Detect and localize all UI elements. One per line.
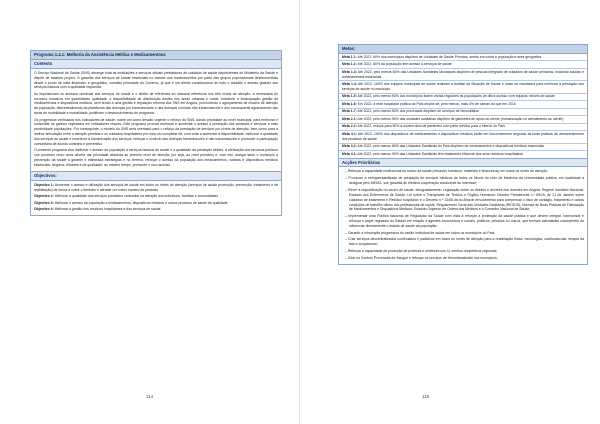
meta-label: Meta 1.3: xyxy=(342,69,357,74)
meta-label: Meta 3.1: xyxy=(342,131,357,136)
meta-item xyxy=(339,131,587,143)
meta-label: Meta 2.2: xyxy=(342,124,357,129)
meta-text: Até 2022, pelo menos 90% das Unidades Sanitárias têm tratamento eficiente dos seus resíduos hospitalares xyxy=(357,151,524,156)
acao-item: – Promover a enfrigoentabilidade de prestação de serviços médicos de todos os Níveis do ciclo de Medicina da Universidade pública, em localidade a designar pelo MINSA, sob garantia de efectiva cooperação condizente do interesse; xyxy=(345,176,584,186)
acao-item: – Implementar uma Política Nacional de Regulação da Saúde com vista a reforçar a protecção da saúde pública e que devem integrar, harmonizar e reforçar o papel regulador do Estado em relação a agentes económicos e sociais, públicos, privados ou outros, que tenham actividades susceptíveis de influenciar directamente o estado de saúde da população; xyxy=(345,214,584,228)
contexto-heading: Contexto xyxy=(31,60,281,69)
page-number-right: 115 xyxy=(422,394,430,399)
contexto-paragraph: As impulsionam os acessos universal aos serviços de saúde e o direito de referência ao nacional referência nos três níveis de atenção, a necessária de recursos humanos em quantidades qualidade, a disponibilidade de distribuição destes nos áreas urbanas e rurais, fortalecer a inadequação gestão de medicamentos e dispositivos médicos, bem tendo a uma gestão e regulação reforma dos SNS em Angola, promovendo o agrupamento de modelo de atenção da população, descentralizando da plataforma das doenças por transmissíveis e das doenças crónicas não transmissíveis e dos consequente agravamento das taxas de morbilidade e mortalidade, justificam o desenvolvimento de programa. xyxy=(34,91,278,116)
acao-text: Garantir a introdução progressiva do cartão individual de saúde em todos os municípios do País; xyxy=(347,230,496,235)
right-page xyxy=(300,0,600,424)
meta-item xyxy=(339,69,587,81)
meta-item xyxy=(339,61,587,69)
objectivo-label: Objectivo 3: xyxy=(34,200,54,205)
acao-text: Promover a enfrigoentabilidade de prestação de serviços médicos de todos os Níveis do ciclo de Medicina da Universidade pública, em localidade a designar pelo MINSA, sob garantia de efectiva cooperação condizente do interesse; xyxy=(348,176,584,186)
metas-table xyxy=(338,44,588,265)
objectivo-text: Melhorar a qualidade dos serviços prestados centrados na atenção aos indivíduos, famílias e comunidades xyxy=(54,194,219,199)
acao-text: Rever a requalificação no sector de saúde, designadamente: Legislação sobre os direitos e deveres dos doentes em Angola; Regime Sanitário Nacional; Estatuto dos Enfermeiros de Saúde; Lei sobre o Transplante de Tecidos e Órgãos Humanos; Decreto Presidencial n.º 69/15, de 21 de Janeiro sobre cuidados de tratamento e Resíduo hospitalar; e o Decreto n.º 13/08 da do Abordo envolvimento para compensar o risco de contágio, tratamento e outras condições de trabalho último dos profissionais de saúde, Regulamento Geral das Unidades Sanitárias (REGUS); Normas de Boas Práticas de Fabricação de Medicamentos e Dispositivos Médicos; Estatuto Orgânico de Ordem dos Médicos e o Conselho Nacional de Saúde; xyxy=(348,187,584,212)
acao-text: Criar serviços descentralizados continuados e paliativos em todos os níveis de atenção para a reabilitação física, neurológica, cardiovascular, terapia da fala e ocupacional; xyxy=(348,237,584,247)
acao-item: – Reforçar a capacidade institucional do sector da saúde (recursos humanos, materiais e financeiros) em todos os níveis de atenção; xyxy=(345,169,548,174)
meta-item xyxy=(339,94,587,102)
acao-text: Reforçar a capacidade institucional do sector da saúde (recursos humanos, materiais e financeiros) em todos os níveis de atenção; xyxy=(347,169,548,174)
objectivo-text: Melhorar o acesso da população a medicamentos, dispositivos médicos e outros produtos de saúde de qualidade xyxy=(54,200,228,205)
meta-item xyxy=(339,101,587,109)
meta-text: Até 2022, 100% dos equipes municipais de saúde realizam a Análise da Situação de Saúde e usam os resultados para melhorar a prestação dos serviços de saúde no município xyxy=(342,82,584,91)
acao-text: Implementar uma Política Nacional de Regulação da Saúde com vista a reforçar a protecção da saúde pública e que devem integrar, harmonizar e reforçar o papel regulador do Estado em relação a agentes económicos e sociais, públicos, privados ou outros, que tenham actividades susceptíveis de influenciar directamente o estado de saúde da população; xyxy=(348,214,584,228)
objectivo-item xyxy=(34,201,278,206)
meta-item xyxy=(339,151,587,158)
acao-item: – Criar serviços descentralizados continuados e paliativos em todos os níveis de atenção para a reabilitação física, neurológica, cardiovascular, terapia da fala e ocupacional; xyxy=(345,237,584,247)
meta-item xyxy=(339,54,587,62)
meta-item xyxy=(339,109,587,117)
meta-text: Até 2022, pelo menos 90% dos municípios fazem visitas regulares às populações de difícil acesso com equipas móveis de saúde xyxy=(357,94,555,99)
meta-item xyxy=(339,81,587,93)
contexto-paragraph: O Serviço Nacional de Saúde (SNS) abrange toda as instituições e serviços oficiais prestadores de cuidados de saúde dependentes do Ministério da Saúde e dispõe de estatuto próprio. A garantia dos serviços de saúde essenciais no acesso aos medicamentos por parte das grupos populacionais desfavorecidas desde o ponto de vista financeiro e geográfico, constitui prioridade do Governo, já que é um direito constitucional de todo o cidadão o acesso gratuito aos serviços básicos com a qualidade requerida. xyxy=(34,70,278,90)
meta-label: Meta 3.2: xyxy=(342,144,357,149)
meta-text: Até 2022, 60% dos municípios dispõem de Unidades de Saúde Primária, sendo em conta a população e área geográfica xyxy=(357,54,542,59)
meta-label: Meta 1.5: xyxy=(342,94,357,99)
meta-item xyxy=(339,144,587,152)
metas-heading: Metas: xyxy=(339,45,587,54)
meta-label: Meta 2.1: xyxy=(342,116,357,121)
meta-text: Até 2022, pelo menos 80% das Unidades Sanitárias do País dispõem de medicamentos e dispositivos médicos essenciais xyxy=(357,144,544,149)
contexto-body xyxy=(31,69,281,172)
objectivo-label: Objectivo 2: xyxy=(34,194,54,199)
meta-text: Até 2022, 100% dos dispositivos de medicamentos e dispositivos médicos estão em funcionamento segundo as boas práticas de armazenamento dos produtos de saúde xyxy=(342,131,585,141)
objectivo-item xyxy=(34,183,278,193)
meta-label: Meta 1.7: xyxy=(342,109,357,114)
contexto-paragraph: Os progressos verificados nos indicadores de saúde, sobre um como desafio urgente o reforço do SNS, dando prioridade ao nível municipal, para melhorar e consolidar as ganhos registados em indicadores chaves. Este programa procura melhorar e aumentar o acesso à prestação dos cuidados e serviços a mais proximidade populações. Por conseguinte, o modelo do SNS será orientado para o reforço da prestação de serviços por níveis de atenção, bem como para a melhor articulação entre a atenção primária e os cuidados hospitalares por meio do completar de, com vista a aumentar a disponibilidade, melhorar a qualidade dos serviços de saúde e incentivar à humanização dos serviços, reforçar o controlo das doenças transmissíveis e não transmissíveis e promover a participação comunitária de acordo contrário e preventivo. xyxy=(34,117,278,147)
objectivo-label: Objectivo 4: xyxy=(34,207,54,212)
meta-label: Meta 1.2: xyxy=(342,62,357,67)
meta-text: Em 2022, a rede hospitalar pública do País dispõe de, pelo menos, mais 4% de camas do que em 2016 xyxy=(357,101,516,106)
meta-label: Meta 1.6: xyxy=(342,101,357,106)
meta-text: Até 2022, 80% da população tem acesso a serviços de saúde xyxy=(357,62,452,67)
meta-text: Até 2022, pelo menos 90% das unidades sanitárias dispõem de gabinetes de apoio ao utente (humanização no atendimento ao utente) xyxy=(357,116,564,121)
meta-text: Até 2022, pelo menos 80% das Unidades Sanitárias Municipais dispõem de pessoal integrado de cuidados de saúde primários, incluindo saúdas e medicamentos essenciais xyxy=(342,69,584,79)
meta-label: Meta 1.4: xyxy=(342,82,357,87)
objectivo-text: Aumentar o acesso e utilização dos serviços de saúde em todos os níveis de atenção (serviços de saúde promoção, prevenção, tratamento e de reabilitação) de forma a cobrir o território e atender um maior número de pessoas xyxy=(34,183,279,192)
meta-text: Até 2022, pelo menos 50% dos provinciais dispõem de serviços de hemodiálise xyxy=(357,109,479,114)
acao-text: Reforçar a capacidade de produção de próteses e ortóteses nos 11 centros ortopédicos regionais; xyxy=(347,248,498,253)
objectivos-heading: Objectivos: xyxy=(31,172,281,181)
objectivos-body xyxy=(31,181,281,215)
page-number-left: 114 xyxy=(146,394,154,399)
meta-label: Meta 4.1: xyxy=(342,151,357,156)
acoes-heading: Acções Prioritárias xyxy=(339,159,587,168)
objectivo-label: Objectivo 1: xyxy=(34,183,54,188)
objectivo-item xyxy=(34,207,278,212)
objectivo-item xyxy=(34,194,278,199)
objectivo-text: Melhorar a gestão dos resíduos hospitalares e dos serviços de saúde xyxy=(54,207,161,212)
meta-label: Meta 1.1: xyxy=(342,54,357,59)
meta-item xyxy=(339,124,587,132)
acao-item: – Rever a requalificação no sector de saúde, designadamente: Legislação sobre os direitos e deveres dos doentes em Angola; Regime Sanitário Nacional; Estatuto dos Enfermeiros de Saúde; Lei sobre o Transplante de Tecidos e Órgãos Humanos; Decreto Presidencial n.º 69/15, de 21 de Janeiro sobre cuidados de tratamento e Resíduo hospitalar; e o Decreto n.º 13/08 da do Abordo envolvimento para compensar o risco de contágio, tratamento e outras condições de trabalho último dos profissionais de saúde, Regulamento Geral das Unidades Sanitárias (REGUS); Normas de Boas Práticas de Fabricação de Medicamentos e Dispositivos Médicos; Estatuto Orgânico de Ordem dos Médicos e o Conselho Nacional de Saúde; xyxy=(345,187,584,212)
program-table xyxy=(30,50,282,216)
meta-text: Até 2022, reduzir para 50% a mortes obra de pacientes com parto médico para o interior do País xyxy=(357,124,505,129)
meta-item xyxy=(339,116,587,124)
acao-text: Criar os Centros Provinciais de Sangue e reforçar os serviços de Hemotransfusão nos municípios; xyxy=(347,255,498,260)
program-title: Programa 1.4.1: Melhoria da Assistência Médica e Medicamentosa xyxy=(31,51,281,60)
acao-item: – Criar os Centros Provinciais de Sangue e reforçar os serviços de Hemotransfusão nos municípios; xyxy=(345,255,498,260)
acoes-list xyxy=(339,167,587,264)
contexto-paragraph: O presente programa visa melhorar o acesso da população a serviços básicos de saúde e a qualidade da prestação destes. A efetivação dos recursos públicos nos próximos cinco anos deverá dar prioridade absoluta ao primeiro nível de atenção (ou seja, ao nível primário) e, com isto, alargar tanto o município a prevenção da saúde a garantir e elaborada estratégias e no terreno, reforçar o acesso da população aos medicamentos, vacinas e dispositivos médicos essenciais, seguros, eficazes e de qualidade; ao mesmo tempo, promover o uso racional. xyxy=(34,148,278,167)
acao-item: – Reforçar a capacidade de produção de próteses e ortóteses nos 11 centros ortopédicos regionais; xyxy=(345,248,498,253)
metas-list xyxy=(339,54,587,159)
acao-item: – Garantir a introdução progressiva do cartão individual de saúde em todos os municípios do País; xyxy=(345,230,496,235)
